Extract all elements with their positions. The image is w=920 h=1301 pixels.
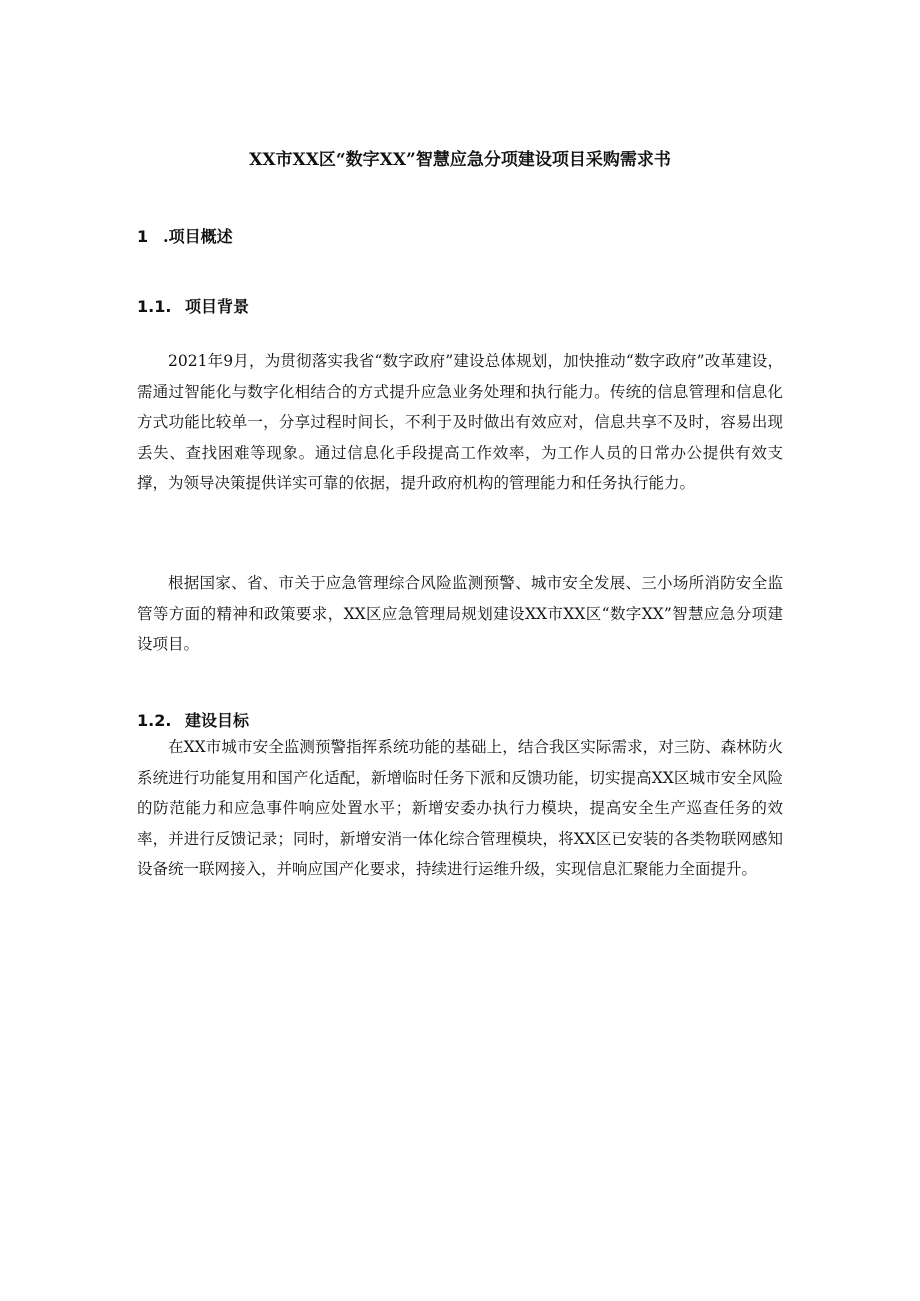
section-number: 1 (137, 227, 149, 246)
section-heading-1 (137, 226, 233, 248)
section-number: 1.2. (137, 711, 172, 730)
paragraph-background-2: 根据国家、省、市关于应急管理综合风险监测预警、城市安全发展、三小场所消防安全监管等方面的精神和政策要求，XX区应急管理局规划建设XX市XX区“数字XX”智慧应急分项建设项目。 (137, 574, 783, 654)
document-title: XX市XX区“数字XX”智慧应急分项建设项目采购需求书 (249, 150, 671, 170)
section-heading-1-2 (137, 710, 249, 732)
section-heading-1-1 (137, 296, 249, 318)
section-title: 建设目标 (185, 711, 250, 730)
paragraph-background-1: 2021年9月，为贯彻落实我省“数字政府”建设总体规划，加快推动“数字政府”改革建设，需通过智能化与数字化相结合的方式提升应急业务处理和执行能力。传统的信息管理和信息化方式功能比较单一，分享过程时间长，不利于及时做出有效应对，信息共享不及时，容易出现丢失、查找困难等现象。通过信息化手段提高工作效率，为工作人员的日常办公提供有效支撑，为领导决策提供详实可靠的依据，提升政府机构的管理能力和任务执行能力。 (137, 352, 783, 493)
section-number: 1.1. (137, 297, 172, 316)
section-title: 项目背景 (185, 297, 250, 316)
section-title: .项目概述 (163, 227, 233, 246)
paragraph-goals-1: 在XX市城市安全监测预警指挥系统功能的基础上，结合我区实际需求，对三防、森林防火系统进行功能复用和国产化适配，新增临时任务下派和反馈功能，切实提高XX区城市安全风险的防范能力和应急事件响应处置水平；新增安委办执行力模块，提高安全生产巡查任务的效率，并进行反馈记录；同时，新增安消一体化综合管理模块，将XX区已安装的各类物联网感知设备统一联网接入，并响应国产化要求，持续进行运维升级，实现信息汇聚能力全面提升。 (137, 738, 783, 879)
